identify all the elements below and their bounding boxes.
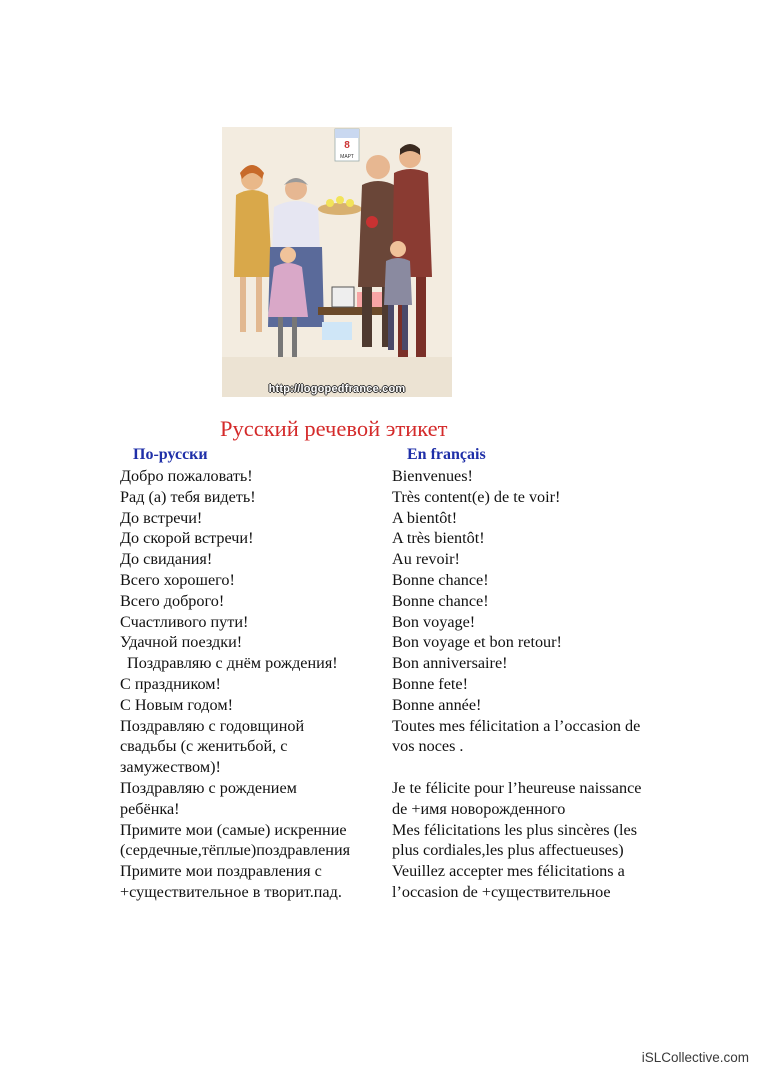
phrase-ru-line: Примите мои поздравления с [120,862,322,881]
family-greeting-illustration [222,127,452,397]
phrase-ru-line: (сердечные,тёплые)поздравления [120,841,351,860]
phrase-fr-line: Toutes mes félicitation a l’occasion de [392,716,641,735]
phrase-ru-line: Рад (а) тебя видеть! [120,487,256,506]
phrase-fr-line: Très content(e) de te voir! [392,487,561,506]
phrase-fr-line: plus cordiales,les plus affectueuses) [392,841,624,860]
phrase-fr-line: vos noces . [392,737,464,756]
phrase-ru-line: До свидания! [120,550,213,569]
illustration-art [222,127,452,397]
phrase-fr-line: Au revoir! [392,550,460,569]
phrase-fr-line: Bonne chance! [392,591,489,610]
phrase-ru-line: До скорой встречи! [120,529,254,548]
phrase-ru-line: Всего доброго! [120,591,225,610]
phrase-fr-line: Bonne année! [392,695,482,714]
phrase-ru-line: С Новым годом! [120,695,233,714]
calendar-day: 8 [344,140,350,151]
russian-phrases-column [120,466,388,903]
phrase-fr-line: Bonne chance! [392,570,489,589]
phrase-fr-line: de +имя новорожденного [392,799,566,818]
phrase-fr-line: Veuillez accepter mes félicitations a [392,862,625,881]
phrase-ru-line: замужеством)! [120,758,221,777]
column-header-french: En français [407,446,486,463]
french-phrases-column [392,466,692,903]
column-header-russian: По-русски [133,446,208,463]
image-watermark: http://logopedfrance.com [268,383,406,395]
phrase-ru-line: Поздравляю с рождением [120,778,297,797]
phrase-fr-line: Bon voyage! [392,612,476,631]
phrase-ru-line: Всего хорошего! [120,570,235,589]
phrase-fr-line: Bon voyage et bon retour! [392,633,562,652]
phrase-fr-line: A bientôt! [392,508,458,527]
phrase-ru-line: Примите мои (самые) искренние [120,820,347,839]
phrase-fr-line [392,757,692,778]
phrase-ru-line: Поздравляю с годовщиной [120,716,305,735]
phrase-ru-line: +существительное в творит.пад. [120,882,342,901]
phrase-fr-line: Bon anniversaire! [392,654,508,673]
phrase-ru-line: С праздником! [120,674,221,693]
phrase-fr-line: l’occasion de +существительное [392,882,611,901]
phrase-fr-line: Je te félicite pour l’heureuse naissance [392,778,642,797]
phrase-ru-line: Поздравляю с днём рождения! [127,654,338,673]
calendar-month: МАРТ [340,154,354,160]
phrase-fr-line: A très bientôt! [392,529,485,548]
document-title: Русский речевой этикет [220,416,448,441]
calendar-icon [335,129,359,161]
phrase-ru-line: свадьбы (с женитьбой, с [120,737,288,756]
footer-brand: iSLCollective.com [641,1050,749,1065]
phrase-ru-line: Удачной поездки! [120,633,243,652]
phrase-fr-line: Mes félicitations les plus sincères (les [392,820,638,839]
phrase-ru-line: Добро пожаловать! [120,467,253,485]
phrase-ru-line: Счастливого пути! [120,612,249,631]
phrase-ru-line: ребёнка! [120,799,180,818]
phrase-ru-line: До встречи! [120,508,203,527]
phrase-fr-line: Bonne fete! [392,674,468,693]
phrase-fr-line: Bienvenues! [392,467,473,485]
